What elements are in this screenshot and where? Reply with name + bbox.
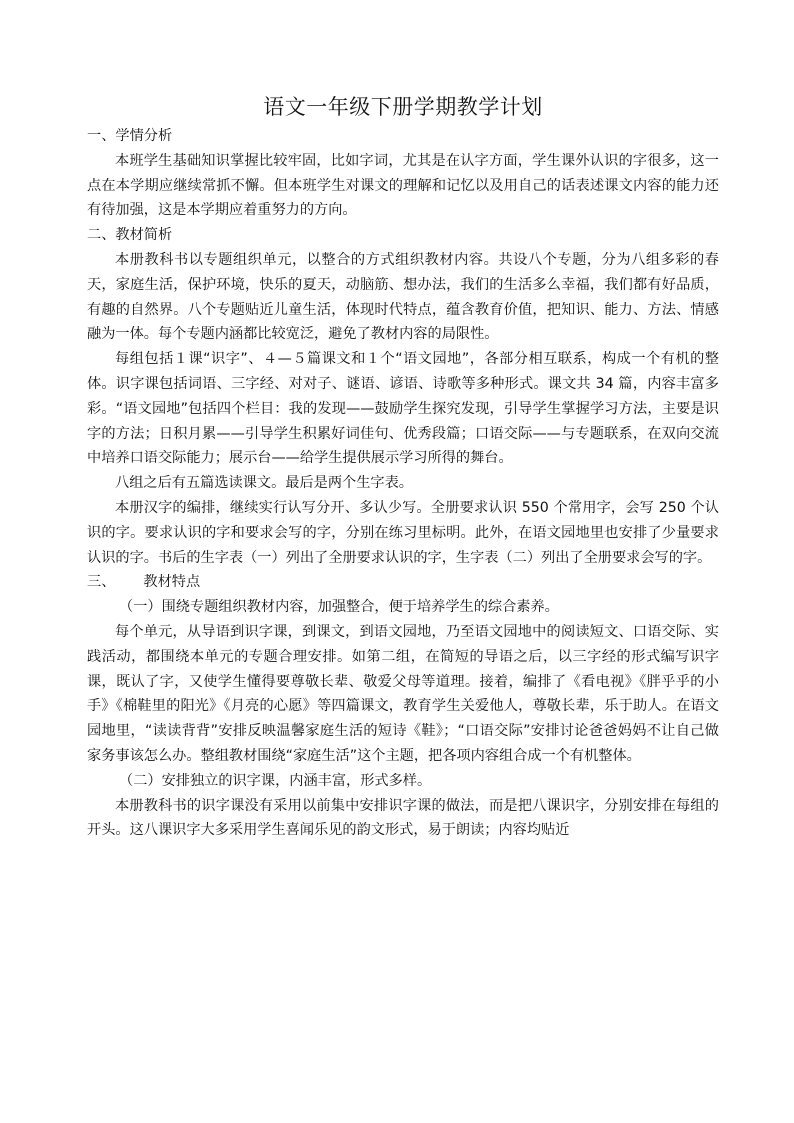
section-title: 教材特点 bbox=[143, 574, 201, 591]
paragraph: 本册教科书的识字课没有采用以前集中安排识字课的做法，而是把八课识字，分别安排在每组的开头。这八课识字大多采用学生喜闻乐见的韵文形式，易于朗读；内容均贴近 bbox=[87, 797, 719, 839]
section-heading-learning-analysis: 一、学情分析 bbox=[87, 128, 173, 144]
section-number: 三、 bbox=[87, 574, 116, 591]
section-heading-textbook-analysis: 二、教材简析 bbox=[87, 227, 173, 244]
section-heading-textbook-features bbox=[87, 570, 719, 595]
paragraph: 每组包括１课“识字”、４—５篇课文和１个“语文园地”，各部分相互联系，构成一个有机的整体。识字课包括词语、三字经、对对子、谜语、谚语、诗歌等多种形式。课文共 34 篇，内容丰富多彩。“语文园地”包括四个栏目：我的发现——鼓励学生探究发现，引导学生掌握学习方法，主要是识字的方法；日积月累——引导学生积累好词佳句、优秀段篇；口语交际——与专题联系，在双向交流中培养口语交际能力；展示台——给学生提供展示学习所得的舞台。 bbox=[87, 351, 719, 467]
paragraph: 八组之后有五篇选读课文。最后是两个生字表。 bbox=[115, 475, 413, 492]
paragraph: 每个单元，从导语到识字课，到课文，到语文园地，乃至语文园地中的阅读短文、口语交际、实践活动，都围绕本单元的专题合理安排。如第二组，在简短的导语之后，以三字经的形式编写识字课，既认了字，又使学生懂得要尊敬长辈、敬爱父母等道理。接着，编排了《看电视》《胖乎乎的小手》《棉鞋里的阳光》《月亮的心愿》等四篇课文，教育学生关爱他人，尊敬长辈，乐于助人。在语文园地里，“读读背背”安排反映温馨家庭生活的短诗《鞋》；“口语交际”安排讨论爸爸妈妈不让自己做家务事该怎么办。整组教材围绕“家庭生活”这个主题，把各项内容组合成一个有机整体。 bbox=[87, 623, 719, 764]
document-page bbox=[87, 92, 719, 843]
subheading: （二）安排独立的识字课，内涵丰富，形式多样。 bbox=[119, 772, 432, 789]
paragraph: 本册汉字的编排，继续实行认写分开、多认少写。全册要求认识 550 个常用字，会写 250 个认识的字。要求认识的字和要求会写的字，分别在练习里标明。此外，在语文园地里也安排了少量要求认识的字。书后的生字表（一）列出了全册要求认识的字，生字表（二）列出了全册要求会写的字。 bbox=[87, 499, 719, 566]
paragraph: 本班学生基础知识掌握比较牢固，比如字词，尤其是在认字方面，学生课外认识的字很多，这一点在本学期应继续常抓不懈。但本班学生对课文的理解和记忆以及用自己的话表述课文内容的能力还有待加强，这是本学期应着重努力的方向。 bbox=[87, 152, 719, 219]
paragraph: 本册教科书以专题组织单元，以整合的方式组织教材内容。共设八个专题，分为八组多彩的春天，家庭生活，保护环境，快乐的夏天，动脑筋、想办法，我们的生活多么幸福，我们都有好品质，有趣的自然界。八个专题贴近儿童生活，体现时代特点，蕴含教育价值，把知识、能力、方法、情感融为一体。每个专题内涵都比较宽泛，避免了教材内容的局限性。 bbox=[87, 251, 719, 343]
subheading: （一）围绕专题组织教材内容，加强整合，便于培养学生的综合素养。 bbox=[119, 599, 559, 616]
document-title: 语文一年级下册学期教学计划 bbox=[263, 95, 543, 119]
